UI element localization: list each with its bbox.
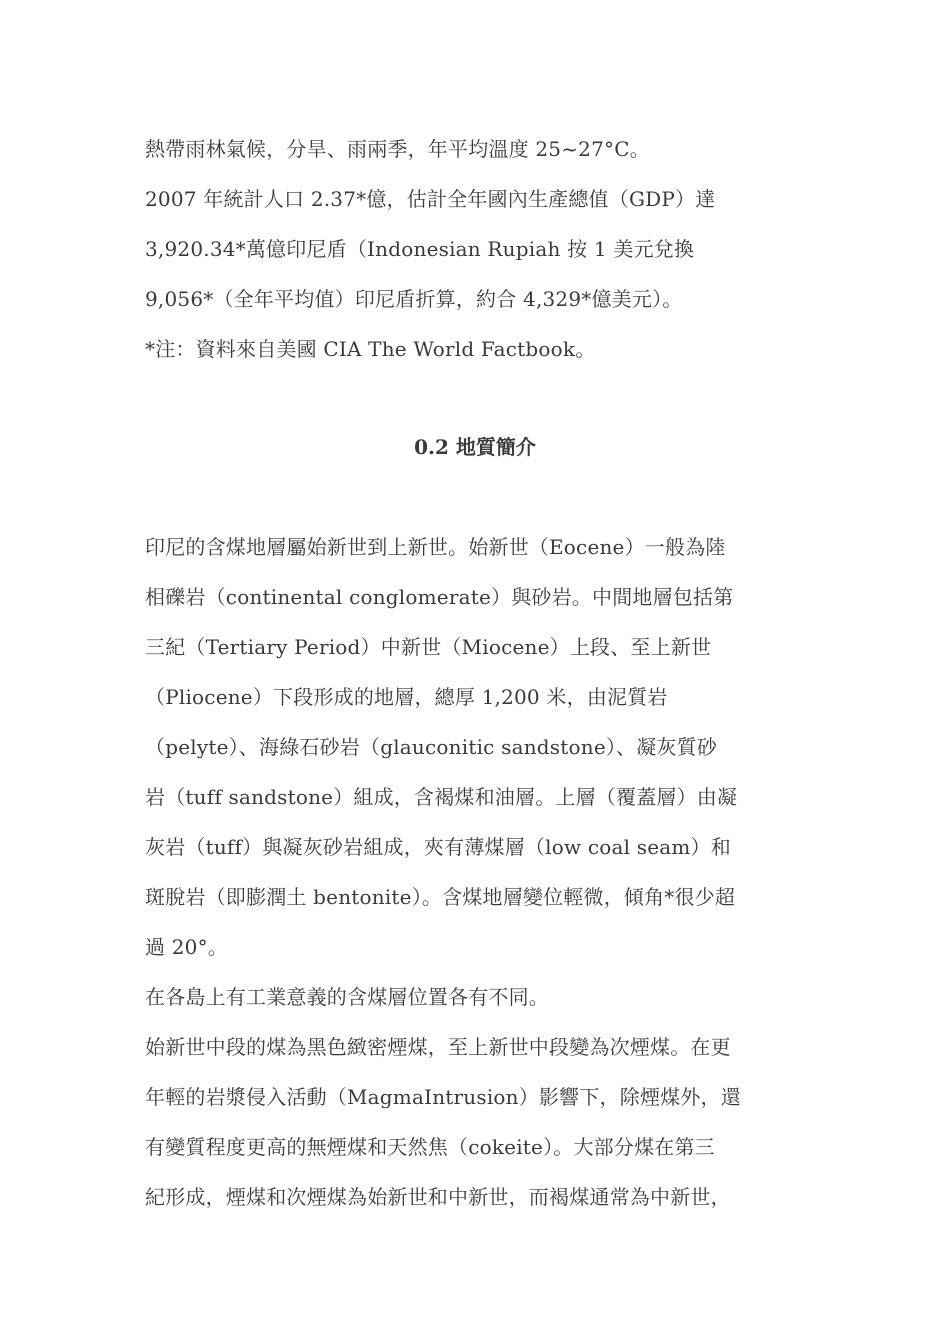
text-line: 9,056*（全年平均值）印尼盾折算，約合 4,329*億美元）。: [145, 287, 683, 311]
text-line: 2007 年統計人口 2.37*億，估計全年國內生產總值（GDP）達: [145, 187, 716, 211]
text-line: （Pliocene）下段形成的地層，總厚 1,200 米，由泥質岩: [145, 685, 668, 709]
text-line: 相礫岩（continental conglomerate）與砂岩。中間地層包括第: [145, 585, 734, 609]
footnote-line: *注：資料來自美國 CIA The World Factbook。: [145, 337, 596, 361]
text-line: 有變質程度更高的無煙煤和天然焦（cokeite）。大部分煤在第三: [145, 1135, 715, 1159]
text-line: 紀形成，煙煤和次煙煤為始新世和中新世，而褐煤通常為中新世，: [145, 1185, 731, 1209]
text-line: 印尼的含煤地層屬始新世到上新世。始新世（Eocene）一般為陸: [145, 535, 726, 559]
geology-body: [145, 522, 815, 1222]
text-line: （pelyte）、海綠石砂岩（glauconitic sandstone）、凝灰質砂: [145, 735, 718, 759]
text-line: 年輕的岩漿侵入活動（MagmaIntrusion）影響下，除煙煤外，還: [145, 1085, 741, 1109]
text-line: 3,920.34*萬億印尼盾（Indonesian Rupiah 按 1 美元兌換: [145, 237, 695, 261]
text-line: 三紀（Tertiary Period）中新世（Miocene）上段、至上新世: [145, 635, 712, 659]
text-line: 岩（tuff sandstone）組成，含褐煤和油層。上層（覆蓋層）由凝: [145, 785, 738, 809]
text-line: 在各島上有工業意義的含煤層位置各有不同。: [145, 985, 549, 1009]
text-line: 過 20°。: [145, 935, 229, 959]
text-line: 斑脫岩（即膨潤土 bentonite）。含煤地層變位輕微，傾角*很少超: [145, 885, 736, 909]
intro-paragraph: [145, 124, 815, 374]
text-line: 灰岩（tuff）與凝灰砂岩組成，夾有薄煤層（low coal seam）和: [145, 835, 731, 859]
text-line: 始新世中段的煤為黑色緻密煙煤，至上新世中段變為次煙煤。在更: [145, 1035, 731, 1059]
text-line: 熱帶雨林氣候，分旱、雨兩季，年平均溫度 25~27°C。: [145, 137, 650, 161]
section-heading: 0.2 地質簡介: [414, 435, 536, 459]
